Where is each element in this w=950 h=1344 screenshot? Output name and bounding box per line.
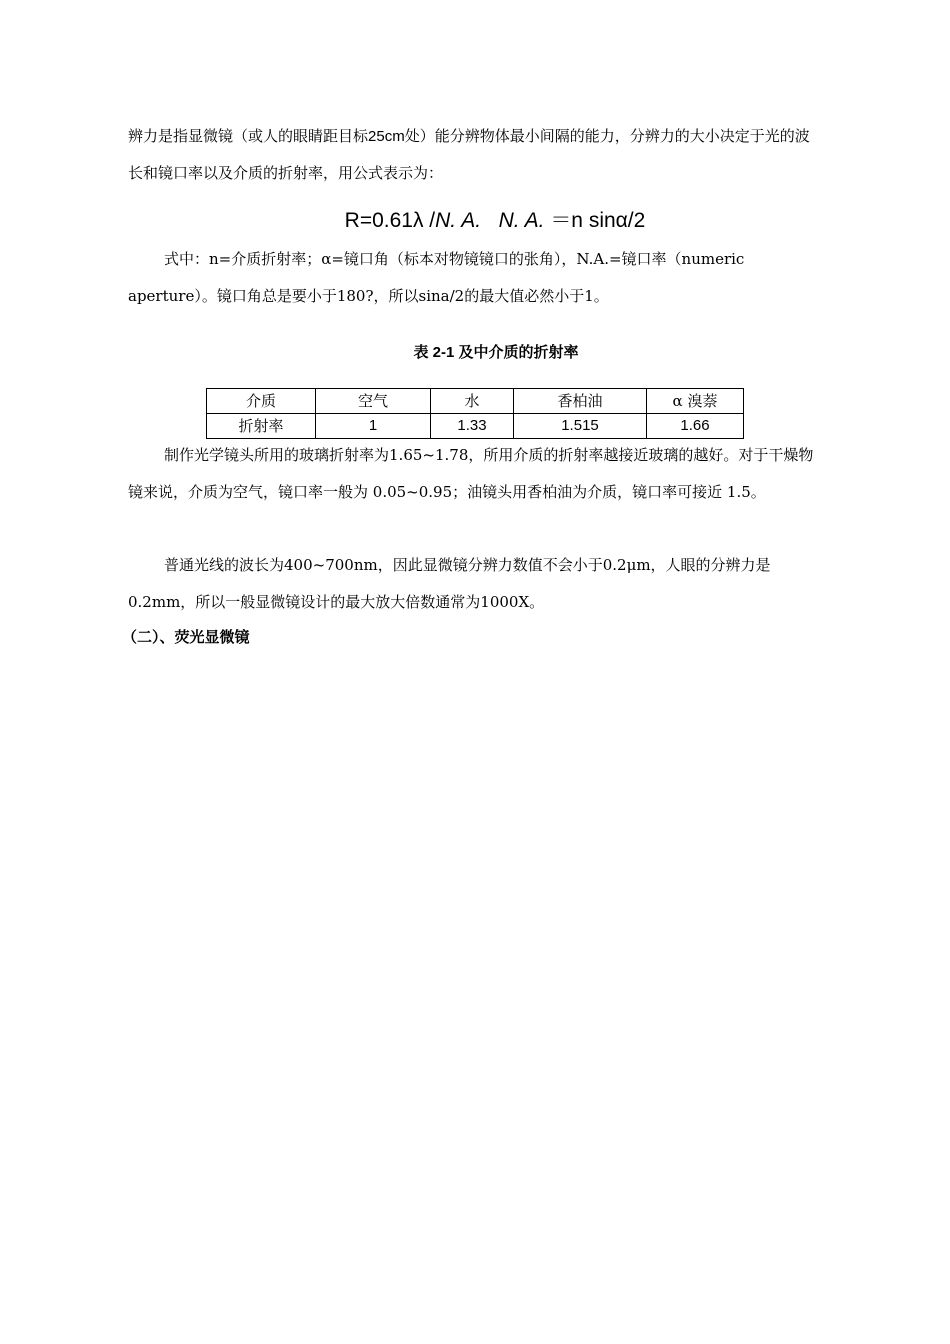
- value-air: 1: [316, 414, 431, 439]
- paragraph-formula-explanation: 式中：n=介质折射率；α=镜口角（标本对物镜镜口的张角），N.A.=镜口率（numeric aperture）。镜口角总是要小于180?，所以sina/2的最大值必然小于1。: [128, 250, 745, 305]
- table-header-row: [207, 389, 744, 414]
- header-cell-cedar-oil: 香柏油: [514, 389, 647, 414]
- resolution-formula: [0, 204, 950, 238]
- header-cell-bromonaphthalene: α 溴萘: [647, 389, 744, 414]
- formula-right: ＝n sinα/2: [550, 209, 646, 232]
- paragraph-resolution-definition: [128, 118, 824, 192]
- header-cell-medium: 介质: [207, 389, 316, 414]
- section-heading-fluorescence-microscope: （二）、荧光显微镜: [122, 628, 250, 646]
- paragraph-wavelength: 普通光线的波长为400~700nm，因此显微镜分辨力数值不会小于0.2μm，人眼的分辨力是 0.2mm，所以一般显微镜设计的最大放大倍数通常为1000X。: [128, 556, 771, 611]
- table-data-row: [207, 414, 744, 439]
- value-cedar-oil: 1.515: [514, 414, 647, 439]
- distance-value: 25cm: [368, 128, 405, 145]
- value-water: 1.33: [431, 414, 514, 439]
- formula-na-1: N. A.: [435, 209, 482, 232]
- header-cell-water: 水: [431, 389, 514, 414]
- formula-na-2: N. A.: [498, 209, 545, 232]
- table-caption: 表 2-1 及中介质的折射率: [413, 344, 579, 361]
- paragraph-1-part-1: 辨力是指显微镜（或人的眼睛距目标: [128, 127, 369, 145]
- header-cell-air: 空气: [316, 389, 431, 414]
- value-bromonaphthalene: 1.66: [647, 414, 744, 439]
- formula-left: R=0.61λ /: [344, 209, 436, 232]
- refractive-index-table: [206, 388, 744, 439]
- paragraph-1-part-2: 处）能分辨物体最小间隔的能力，分辨力的大小决定于光的波长和镜口率以及介质的折射率，用公式表示为：: [128, 127, 810, 182]
- row-label-refractive-index: 折射率: [207, 414, 316, 439]
- paragraph-glass-refractive-index: 制作光学镜头所用的玻璃折射率为1.65~1.78，所用介质的折射率越接近玻璃的越好。对于干燥物镜来说，介质为空气，镜口率一般为 0.05~0.95；油镜头用香柏油为介质，镜口率可接近 1.5。: [128, 446, 814, 501]
